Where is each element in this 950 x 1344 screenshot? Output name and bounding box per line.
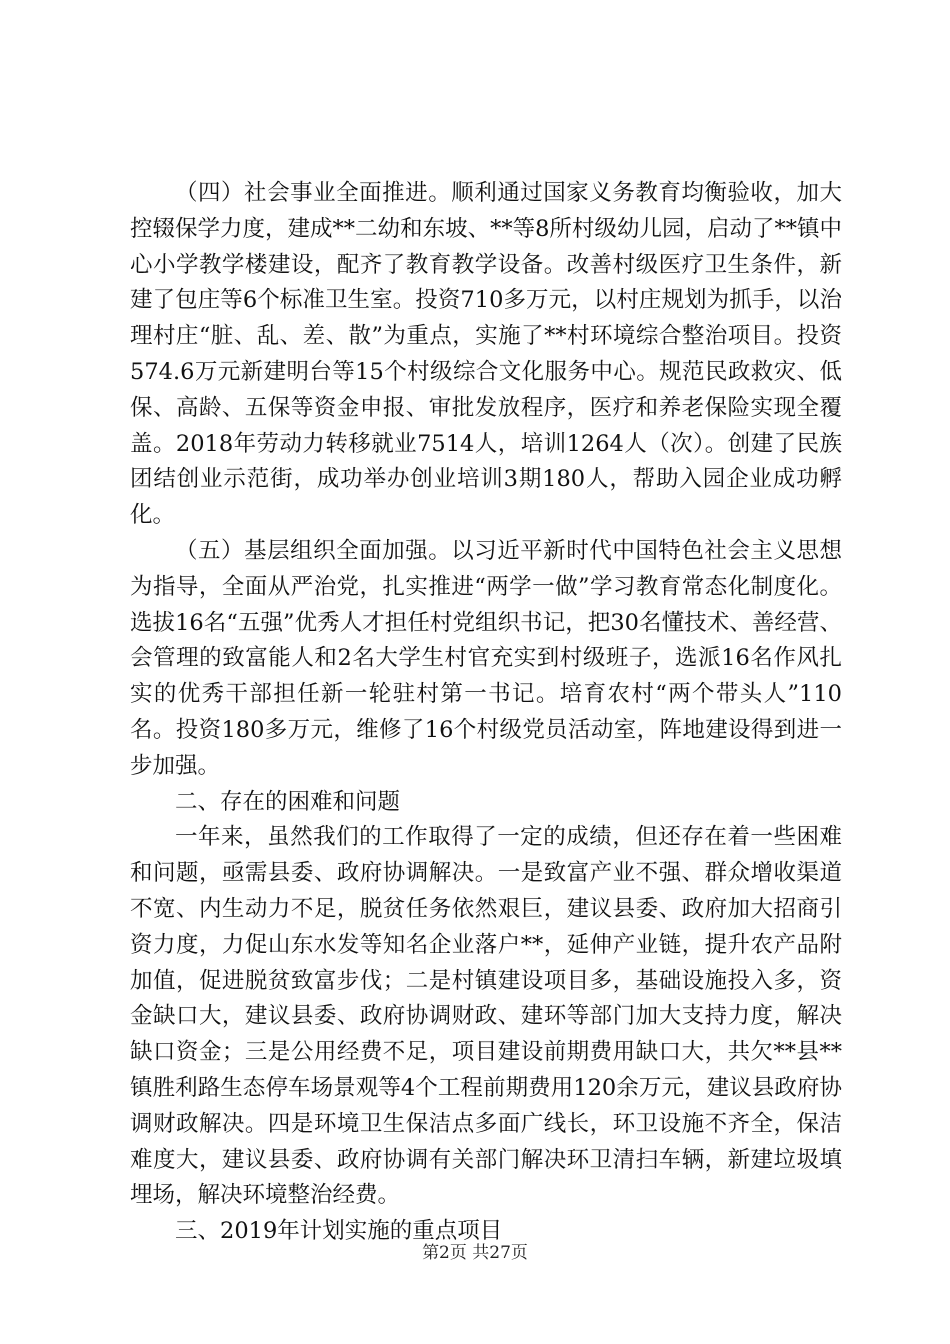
section-three-heading: 三、2019年计划实施的重点项目: [175, 1218, 503, 1245]
paragraph-social-affairs: （四）社会事业全面推进。顺利通过国家义务教育均衡验收，加大控辍保学力度，建成**二幼和东坡、**等8所村级幼儿园，启动了**镇中心小学教学楼建设，配齐了教育教学设备。改善村级医疗卫生条件，新建了包庄等6个标准卫生室。投资710多万元，以村庄规划为抓手，以治理村庄“脏、乱、差、散”为重点，实施了**村环境综合整治项目。投资574.6万元新建明台等15个村级综合文化服务中心。规范民政救灾、低保、高龄、五保等资金申报、审批发放程序，医疗和养老保险实现全覆盖。2018年劳动力转移就业7514人，培训1264人（次）。创建了民族团结创业示范街，成功举办创业培训3期180人，帮助入园企业成功孵化。: [130, 180, 842, 529]
page-footer: 第2页 共27页: [422, 1243, 528, 1263]
paragraph-grassroots-organization: （五）基层组织全面加强。以习近平新时代中国特色社会主义思想为指导，全面从严治党，扎实推进“两学一做”学习教育常态化制度化。选拔16名“五强”优秀人才担任村党组织书记，把30名懂技术、善经营、会管理的致富能人和2名大学生村官充实到村级班子，选派16名作风扎实的优秀干部担任新一轮驻村第一书记。培育农村“两个带头人”110名。投资180多万元，维修了16个村级党员活动室，阵地建设得到进一步加强。: [130, 537, 842, 779]
section-two-heading: 二、存在的困难和问题: [175, 788, 401, 815]
paragraph-difficulties: 一年来，虽然我们的工作取得了一定的成绩，但还存在着一些困难和问题，亟需县委、政府协调解决。一是致富产业不强、群众增收渠道不宽、内生动力不足，脱贫任务依然艰巨，建议县委、政府加大招商引资力度，力促山东水发等知名企业落户**，延伸产业链，提升农产品附加值，促进脱贫致富步伐；二是村镇建设项目多，基础设施投入多，资金缺口大，建议县委、政府协调财政、建环等部门加大支持力度，解决缺口资金；三是公用经费不足，项目建设前期费用缺口大，共欠**县**镇胜利路生态停车场景观等4个工程前期费用120余万元，建议县政府协调财政解决。四是环境卫生保洁点多面广线长，环卫设施不齐全，保洁难度大，建议县委、政府协调有关部门解决环卫清扫车辆，新建垃圾填埋场，解决环境整治经费。: [130, 824, 842, 1209]
document-body: [130, 176, 842, 1250]
